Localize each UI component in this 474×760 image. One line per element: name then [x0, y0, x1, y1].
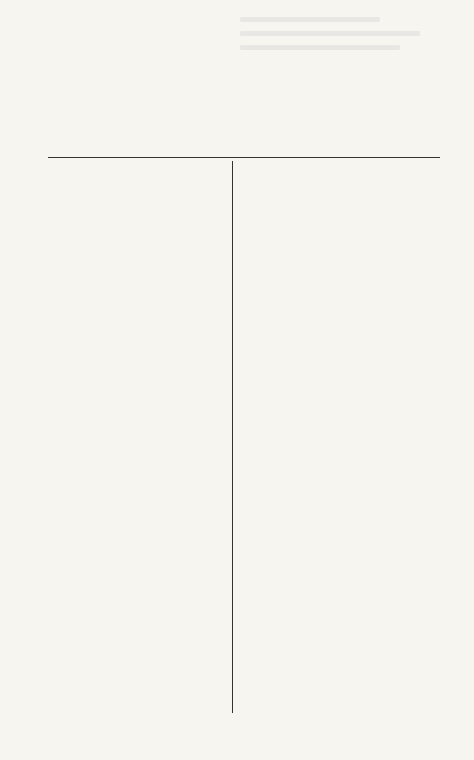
bleed-through-text — [240, 8, 440, 68]
section-divider — [48, 157, 440, 158]
column-divider — [232, 161, 233, 713]
